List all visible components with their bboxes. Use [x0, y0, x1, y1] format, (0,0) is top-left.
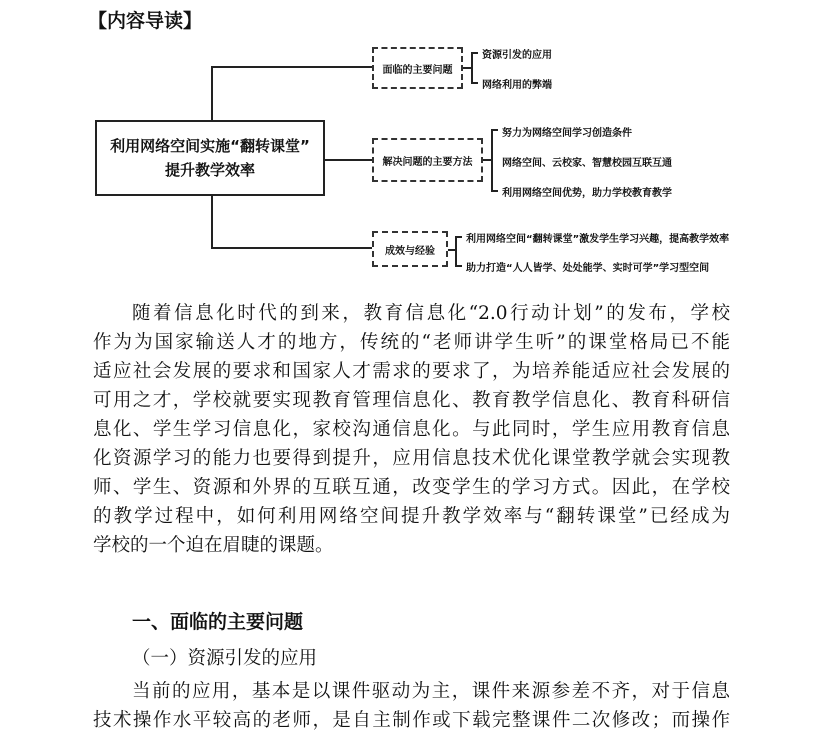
connector: [455, 236, 457, 266]
connector: [491, 129, 493, 191]
leaf-item: 利用网络空间“翻转课堂”激发学生学习兴趣，提高教学效率: [466, 234, 730, 245]
connector: [325, 159, 373, 161]
branch-box-methods: 解决问题的主要方法: [372, 138, 483, 182]
connector: [471, 82, 478, 84]
text-line: 的教学过程中，如何利用网络空间提升教学效率与“翻转课堂”已经成为: [93, 506, 730, 527]
subsection-heading: （一）资源引发的应用: [132, 648, 318, 669]
text-line: 技术操作水平较高的老师，是自主制作或下载完整课件二次修改；而操作: [93, 710, 730, 731]
connector: [211, 247, 373, 249]
connector: [491, 190, 498, 192]
mind-map-diagram: [0, 0, 826, 290]
text-line: 息化、学生学习信息化，家校沟通信息化。与此同时，学生应用教育信息: [93, 419, 730, 440]
text-line: 适应社会发展的要求和国家人才需求的要求了，为培养能适应社会发展的: [93, 361, 730, 382]
connector: [211, 66, 213, 120]
connector: [471, 52, 473, 83]
connector: [211, 196, 213, 248]
section-title: 【内容导读】: [88, 10, 203, 32]
branch-box-results: 成效与经验: [372, 231, 448, 267]
main-topic-line2: 提升教学效率: [164, 161, 255, 179]
connector: [455, 265, 462, 267]
connector: [455, 236, 462, 238]
text-line: 师、学生、资源和外界的互联互通，改变学生的学习方式。因此，在学校: [93, 477, 730, 498]
connector: [211, 66, 373, 68]
leaf-item: 努力为网络空间学习创造条件: [502, 128, 632, 139]
leaf-item: 网络空间、云校家、智慧校园互联互通: [502, 158, 672, 169]
text-line: 化资源学习的能力也要得到提升，应用信息技术优化课堂教学就会实现教: [93, 448, 730, 469]
leaf-item: 资源引发的应用: [482, 50, 552, 61]
connector: [471, 52, 478, 54]
text-line: 作为为国家输送人才的地方，传统的“老师讲学生听”的课堂格局已不能: [93, 332, 730, 353]
leaf-item: 助力打造“人人皆学、处处能学、实时可学”学习型空间: [466, 263, 710, 274]
section-heading: 一、面临的主要问题: [132, 611, 304, 633]
text-line: 随着信息化时代的到来，教育信息化“2.0行动计划”的发布，学校: [132, 303, 730, 324]
leaf-item: 网络利用的弊端: [482, 80, 552, 91]
connector: [491, 129, 498, 131]
leaf-item: 利用网络空间优势，助力学校教育教学: [502, 188, 672, 199]
text-line: 学校的一个迫在眉睫的课题。: [93, 535, 334, 556]
branch-box-problems: 面临的主要问题: [372, 47, 463, 89]
main-topic-box: [95, 120, 325, 196]
text-line: 当前的应用，基本是以课件驱动为主，课件来源参差不齐，对于信息: [132, 681, 730, 702]
main-topic-line1: 利用网络空间实施“翻转课堂”: [110, 137, 310, 155]
text-line: 可用之才，学校就要实现教育管理信息化、教育教学信息化、教育科研信: [93, 390, 730, 411]
